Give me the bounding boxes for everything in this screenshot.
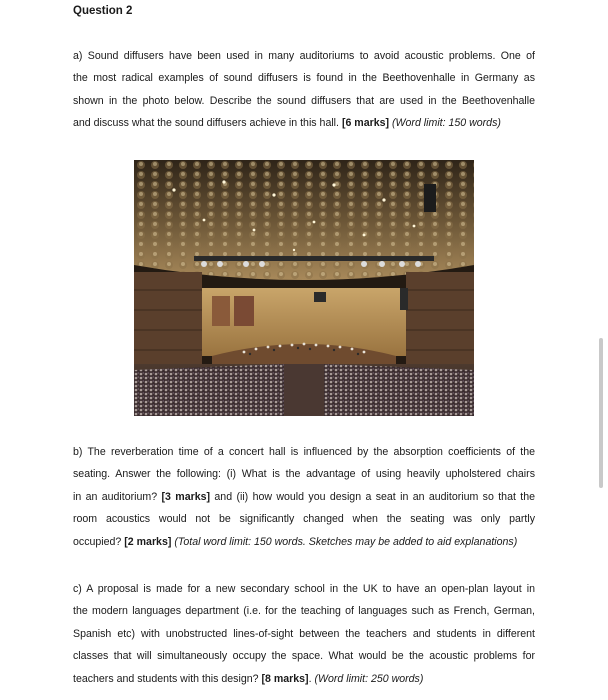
part-c-text: teachers and students with this design? [73,672,259,685]
part-b-word-limit: (Total word limit: 150 words. Sketches may be added to aid explanations) [174,535,518,548]
part-c-word-limit: (Word limit: 250 words) [314,672,424,685]
part-b-marks-1: [3 marks] [161,490,211,503]
part-a-line-1: a) Sound diffusers have been used in many auditoriums to avoid acoustic problems. One of [73,50,535,62]
part-b-line-3 [73,486,535,508]
part-c-marks: [8 marks] [261,672,309,685]
part-a-line-3: shown in the photo below. Describe the sound diffusers that are used in the Beethovenhalle [73,94,535,107]
part-c-line-3: Spanish etc) with unobstructed lines-of-sight between the teachers and students in different [73,627,535,640]
part-b-paragraph [73,441,535,553]
part-b-line-1: b) The reverberation time of a concert hall is influenced by the absorption coefficients of the [73,446,535,458]
part-a-text: and discuss what the sound diffusers achieve in this hall. [73,117,339,130]
vertical-scrollbar[interactable] [599,338,603,488]
part-a-marks: [6 marks] [341,117,390,130]
part-a-word-limit: (Word limit: 150 words) [392,117,501,130]
part-b-line-2: seating. Answer the following: (i) What is the advantage of using heavily upholstered chairs [73,468,535,481]
question-title: Question 2 [73,5,133,17]
part-b-text-3: occupied? [73,535,122,548]
part-c-line-2: the modern languages department (i.e. for the teaching of languages such as French, German, [73,605,535,618]
concert-hall-photo [134,160,474,416]
part-b-line-5 [73,531,535,553]
part-b-text-1: in an auditorium? [73,490,158,503]
part-b-text-2: and (ii) how would you design a seat in an auditorium so that the [214,490,535,503]
part-b-line-4: room acoustics would not be significantly changed when the seating was only partly [73,513,535,526]
part-c-line-5 [73,668,535,690]
part-c-line-4: classes that will simultaneously occupy the space. What would be the acoustic problems for [73,650,535,663]
part-a-paragraph [73,45,535,135]
part-c-period: . [308,672,312,685]
part-c-line-1: c) A proposal is made for a new secondary school in the UK to have an open-plan layout in [73,583,535,595]
part-c-paragraph [73,578,535,690]
part-a-line-2: the most radical examples of sound diffusers is found in the Beethovenhalle in Germany as [73,72,535,85]
part-b-marks-2: [2 marks] [124,535,172,548]
part-a-line-4 [73,112,535,134]
